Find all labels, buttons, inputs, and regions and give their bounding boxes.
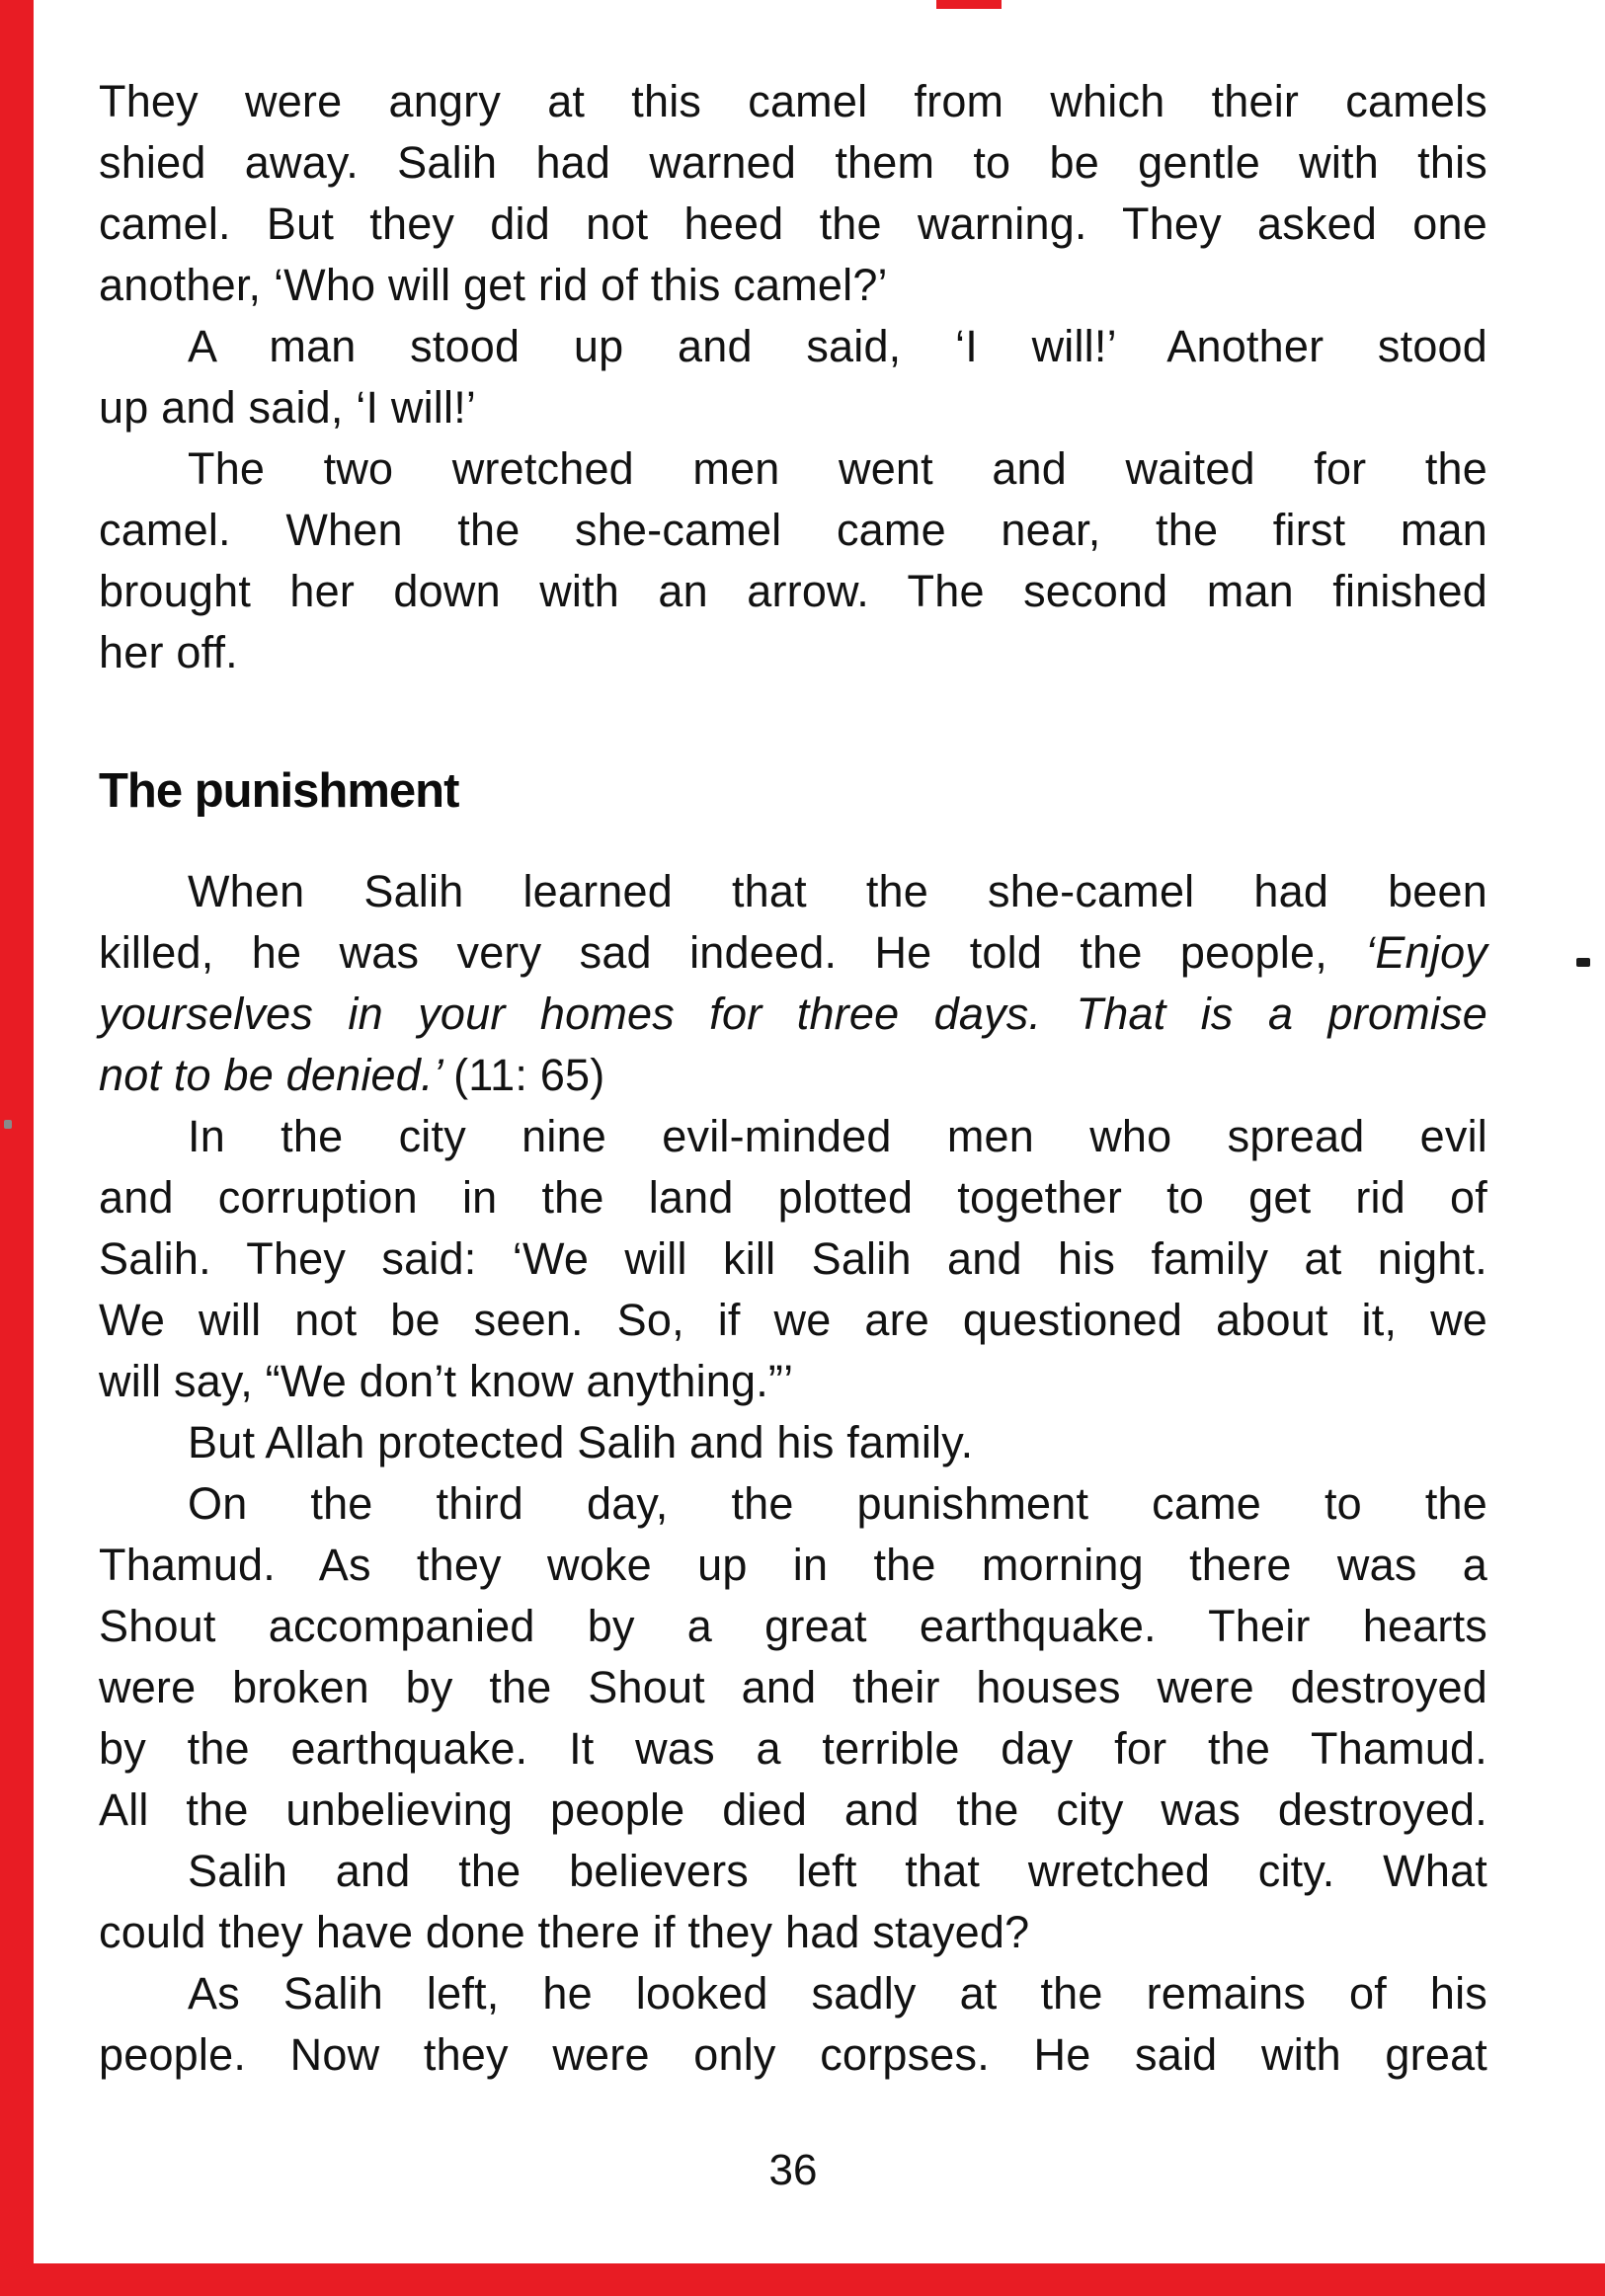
page-number: 36 [768, 2146, 818, 2194]
body-text [99, 71, 1487, 2201]
scan-speck [1576, 958, 1590, 967]
text-line: shied away. Salih had warned them to be gentle with this [99, 137, 1487, 188]
scan-edge-left [0, 0, 34, 2296]
text-line: They were angry at this camel from which their camels [99, 76, 1487, 126]
text-line: camel. But they did not heed the warning. They asked one [99, 198, 1487, 249]
text-line: All the unbelieving people died and the city was destroyed. [99, 1784, 1487, 1835]
text-line: will say, “We don’t know anything.”’ [99, 1356, 794, 1406]
section-gap [99, 2086, 1487, 2140]
text-line: brought her down with an arrow. The second man finished [99, 566, 1487, 616]
text-line: Salih. They said: ‘We will kill Salih and his family at night. [99, 1233, 1487, 1284]
paragraph-block [99, 861, 1487, 2086]
text-line: another, ‘Who will get rid of this camel?’ [99, 260, 888, 310]
text-line: On the third day, the punishment came to the [188, 1478, 1487, 1529]
text-line: We will not be seen. So, if we are questioned about it, we [99, 1295, 1487, 1345]
text-line: As Salih left, he looked sadly at the remains of his [188, 1968, 1487, 2019]
text-line: A man stood up and said, ‘I will!’ Another stood [188, 321, 1487, 371]
text-line: Thamud. As they woke up in the morning there was a [99, 1540, 1487, 1590]
paragraph-block [99, 71, 1487, 683]
section-gap [99, 683, 1487, 760]
text-line: and corruption in the land plotted together to get rid of [99, 1172, 1487, 1223]
text-line: yourselves in your homes for three days. That is a promise [99, 989, 1487, 1039]
text-line: In the city nine evil-minded men who spread evil [188, 1111, 1487, 1161]
text-line: not to be denied.’ (11: 65) [99, 1050, 605, 1100]
text-line: Salih and the believers left that wretched city. What [188, 1846, 1487, 1896]
text-line: camel. When the she-camel came near, the first man [99, 505, 1487, 555]
section-heading: The punishment [99, 764, 459, 818]
text-line: When Salih learned that the she-camel had been [188, 866, 1487, 916]
scan-edge-top-tick [936, 0, 1002, 9]
scan-speck [4, 1120, 12, 1129]
text-line: by the earthquake. It was a terrible day for the Thamud. [99, 1723, 1487, 1774]
section-gap [99, 822, 1487, 861]
text-line: killed, he was very sad indeed. He told the people, ‘Enjoy [99, 927, 1487, 978]
text-line: people. Now they were only corpses. He said with great [99, 2029, 1487, 2080]
text-line: could they have done there if they had stayed? [99, 1907, 1030, 1957]
text-line: up and said, ‘I will!’ [99, 382, 477, 433]
text-line: The two wretched men went and waited for the [188, 443, 1487, 494]
text-line: were broken by the Shout and their houses were destroyed [99, 1662, 1487, 1712]
scan-edge-bottom [0, 2263, 1605, 2296]
text-line: But Allah protected Salih and his family. [188, 1417, 974, 1467]
text-line: her off. [99, 627, 238, 677]
text-line: Shout accompanied by a great earthquake. Their hearts [99, 1601, 1487, 1651]
